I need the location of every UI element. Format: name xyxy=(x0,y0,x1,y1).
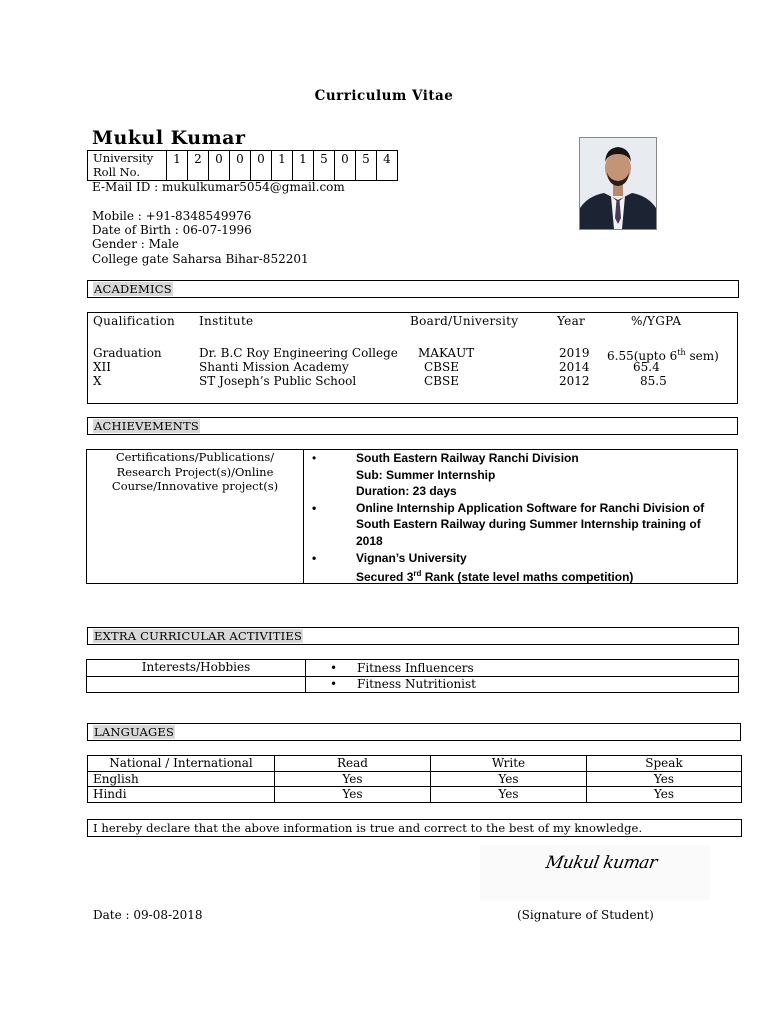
roll-digit: 1 xyxy=(293,151,314,181)
extra-bullet-1: • xyxy=(330,661,338,675)
academics-col-year: Year xyxy=(557,314,586,328)
academics-row-year: 2012 xyxy=(559,374,590,388)
extra-item-1: Fitness Influencers xyxy=(357,661,474,675)
lang-read: Yes xyxy=(275,771,431,787)
achievements-category xyxy=(87,450,303,494)
languages-heading-box xyxy=(87,723,741,741)
roll-label-cell xyxy=(88,151,167,181)
academics-col-qualification: Qualification xyxy=(93,314,176,328)
roll-digit: 0 xyxy=(230,151,251,181)
score-sup: th xyxy=(677,348,686,357)
academics-row-qualification: X xyxy=(93,374,102,388)
languages-heading: LANGUAGES xyxy=(94,725,175,739)
extra-heading-box xyxy=(87,627,739,645)
lang-read: Yes xyxy=(275,787,431,803)
roll-label-line2: Roll No. xyxy=(93,164,141,179)
roll-digit: 5 xyxy=(314,151,335,181)
achievement-1-title: South Eastern Railway Ranchi Division xyxy=(356,451,579,465)
signature-image xyxy=(480,845,710,900)
roll-digit: 4 xyxy=(377,151,398,181)
bullet-icon: • xyxy=(312,500,317,515)
lang-write: Yes xyxy=(431,787,587,803)
achievement-3-rank xyxy=(356,566,704,586)
score-text-end: sem) xyxy=(685,349,719,363)
roll-digit: 0 xyxy=(251,151,272,181)
roll-digit: 0 xyxy=(209,151,230,181)
achievement-2-line: South Eastern Railway during Summer Internship training of xyxy=(356,517,701,532)
academics-row-year: 2019 xyxy=(559,346,590,360)
academics-row-institute: ST Joseph’s Public School xyxy=(199,374,357,388)
academics-row-board: CBSE xyxy=(424,374,459,388)
extra-label: Interests/Hobbies xyxy=(141,660,251,674)
lang-speak: Yes xyxy=(587,787,742,803)
roll-digit: 2 xyxy=(188,151,209,181)
academics-col-board: Board/University xyxy=(410,314,519,328)
lang-col-read: Read xyxy=(275,756,431,772)
lang-col-national: National / International xyxy=(88,756,275,772)
roll-digit: 1 xyxy=(167,151,188,181)
achievement-1-duration: Duration: 23 days xyxy=(356,484,457,499)
declaration-text: I hereby declare that the above information is true and correct to the best of my knowledge. xyxy=(93,821,643,835)
candidate-name: Mukul Kumar xyxy=(92,127,246,149)
achievements-heading: ACHIEVEMENTS xyxy=(94,419,199,433)
achievements-heading-box xyxy=(87,417,738,435)
address: College gate Saharsa Bihar-852201 xyxy=(92,252,309,266)
academics-heading: ACADEMICS xyxy=(94,282,172,296)
roll-digit: 5 xyxy=(356,151,377,181)
date: Date : 09-08-2018 xyxy=(93,908,203,922)
rank-text-end: Rank (state level maths competition) xyxy=(421,570,634,585)
roll-label-line1: University xyxy=(93,151,154,165)
extra-heading: EXTRA CURRICULAR ACTIVITIES xyxy=(94,629,303,643)
academics-row-score: 65.4 xyxy=(633,360,660,374)
bullet-icon: • xyxy=(312,550,317,565)
roll-digit: 1 xyxy=(272,151,293,181)
lang-name: Hindi xyxy=(88,787,275,803)
academics-table xyxy=(87,312,738,404)
document-title: Curriculum Vitae xyxy=(314,88,454,104)
academics-row-institute: Dr. B.C Roy Engineering College xyxy=(199,346,398,360)
academics-row-board: CBSE xyxy=(424,360,459,374)
extra-table xyxy=(86,659,739,693)
lang-name: English xyxy=(88,771,275,787)
achievement-1-sub: Sub: Summer Internship xyxy=(356,467,496,482)
academics-row-year: 2014 xyxy=(559,360,590,374)
achievements-divider xyxy=(303,450,304,583)
achievement-3-title: Vignan’s University xyxy=(356,550,467,565)
academics-row-qualification: Graduation xyxy=(93,346,162,360)
academics-col-institute: Institute xyxy=(199,314,254,328)
gender: Gender : Male xyxy=(92,237,179,251)
achievement-2-line: 2018 xyxy=(356,533,383,548)
rank-sup: rd xyxy=(413,569,422,579)
achievement-2-line: Online Internship Application Software for Ranchi Division of xyxy=(356,500,705,515)
achievements-table xyxy=(86,449,738,584)
lang-col-speak: Speak xyxy=(587,756,742,772)
achievements-list xyxy=(312,450,704,586)
signature-label: (Signature of Student) xyxy=(517,908,654,922)
lang-col-write: Write xyxy=(431,756,587,772)
academics-row-score: 85.5 xyxy=(640,374,667,388)
email: E-Mail ID : mukulkumar5054@gmail.com xyxy=(92,180,345,194)
score-text: 6.55(upto 6 xyxy=(607,349,678,363)
date-of-birth: Date of Birth : 06-07-1996 xyxy=(92,223,252,237)
achievements-category-line: Certifications/Publications/ xyxy=(115,450,275,464)
extra-item-2: Fitness Nutritionist xyxy=(357,677,477,691)
achievements-category-line: Course/Innovative project(s) xyxy=(111,479,279,493)
academics-row-institute: Shanti Mission Academy xyxy=(199,360,349,374)
extra-bullet-2: • xyxy=(330,677,338,691)
languages-table xyxy=(87,755,742,803)
roll-digit: 0 xyxy=(335,151,356,181)
mobile: Mobile : +91-8348549976 xyxy=(92,209,252,223)
academics-row-board: MAKAUT xyxy=(418,346,475,360)
rank-text: Secured 3 xyxy=(356,570,414,585)
roll-number-table xyxy=(87,150,398,181)
lang-write: Yes xyxy=(431,771,587,787)
academics-row-score xyxy=(607,346,719,363)
achievements-category-line: Research Project(s)/Online xyxy=(116,464,274,479)
academics-heading-box xyxy=(87,280,739,298)
lang-speak: Yes xyxy=(587,771,742,787)
signature-handwriting: Mukul kumar xyxy=(544,853,659,873)
academics-row-qualification: XII xyxy=(93,360,112,374)
declaration-box xyxy=(87,819,742,837)
profile-photo xyxy=(579,137,657,230)
academics-col-score: %/YGPA xyxy=(631,314,682,328)
bullet-icon: • xyxy=(312,451,317,465)
